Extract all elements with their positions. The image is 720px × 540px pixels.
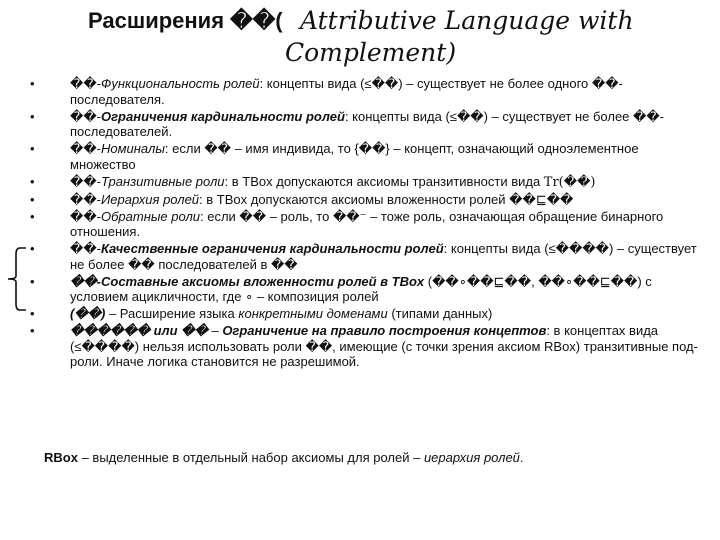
footer-text: – выделенные в отдельный набор аксиомы для ролей – <box>77 450 424 465</box>
brace-bracket-icon <box>6 246 28 312</box>
bullet-dot: • <box>30 208 35 224</box>
bullet-text-part: : в TBox допускаются аксиомы транзитивности вида <box>224 173 544 189</box>
bullet-dot: • <box>30 306 35 321</box>
bullet-dot: • <box>30 191 35 207</box>
bullet-list <box>30 76 702 371</box>
bullet-text-part: ��- <box>70 173 101 189</box>
bullet-text-part: ��- <box>70 141 101 156</box>
bullet-dot: • <box>30 173 35 189</box>
bullet-item <box>30 209 702 240</box>
bullet-item <box>30 306 702 322</box>
bullet-text-part: ��- <box>70 191 101 207</box>
bullet-text-part: : концепты вида (≤��) – существует не более одного ��-последователя. <box>70 76 623 107</box>
bullet-text-part: Tr(��) <box>543 174 596 190</box>
bullet-item <box>30 76 702 107</box>
bullet-text-part: : если �� – роль, то ��⁻ – тоже роль, означающая обращение бинарного отношения. <box>70 208 664 239</box>
bullet-item <box>30 323 702 370</box>
title-italic-line1: Attributive Language with <box>300 6 634 35</box>
bullet-text-part: Номиналы <box>101 141 165 156</box>
footer-italic: иерархия ролей <box>423 450 520 465</box>
bullet-text-part: : в концептах вида (≤����) нельзя использовать роли ��, имеющие (с точки зрения аксиом RBox) транзитивные под-роли. Иначе логика становится не разрешимой. <box>70 323 698 369</box>
title-italic-line2: Complement) <box>285 38 457 67</box>
footer-note <box>44 450 524 466</box>
bullet-text-part: ��- <box>70 76 101 91</box>
bullet-dot: • <box>30 141 35 156</box>
bullet-text-part: Составные аксиомы вложенности ролей в TBox <box>101 273 425 289</box>
slide-title <box>0 4 720 70</box>
bullet-text-part: : если �� – имя индивида, то {��} – концепт, означающий одноэлементное множество <box>70 141 639 172</box>
bullet-text-part: Иерархия ролей <box>101 191 200 207</box>
bullet-text-part: (��) <box>70 306 106 321</box>
bullet-dot: • <box>30 273 35 289</box>
bullet-text-part: : в TBox допускаются аксиомы вложенности ролей ��⊑�� <box>199 191 574 207</box>
bullet-text-part: ������ или �� <box>70 323 208 338</box>
bullet-item <box>30 241 702 272</box>
bullet-dot: • <box>30 108 35 124</box>
bullet-text-part: (типами данных) <box>387 306 493 321</box>
bullet-item <box>30 192 702 208</box>
bullet-dot: • <box>30 241 35 256</box>
bullet-text-part: Ограничения кардинальности ролей <box>101 108 345 124</box>
bullet-item <box>30 109 702 140</box>
bullet-text-part: ��- <box>70 241 101 256</box>
bullet-text-part: – <box>207 323 223 338</box>
bullet-text-part: Качественные ограничения кардинальности ролей <box>101 241 444 256</box>
bullet-text-part: ��- <box>70 108 101 124</box>
bullet-dot: • <box>30 323 35 338</box>
bullet-item <box>30 174 702 191</box>
bullet-item <box>30 274 702 305</box>
title-main: Расширения ��( <box>88 8 283 33</box>
bullet-text-part: ��- <box>70 273 101 289</box>
footer-end: . <box>519 450 524 465</box>
bullet-text-part: ��- <box>70 208 101 224</box>
bullet-text-part: Транзитивные роли <box>101 173 225 189</box>
bullet-text-part: конкретными доменами <box>238 306 388 321</box>
bullet-text-part: Функциональность ролей <box>101 76 260 91</box>
bullet-text-part: – Расширение языка <box>105 306 239 321</box>
footer-bold: RBox <box>44 450 78 465</box>
bullet-text-part: (��∘��⊑��, ��∘��⊑��) с условием ацикличности, где ∘ – композиция ролей <box>70 273 652 304</box>
bullet-item <box>30 141 702 172</box>
bullet-text-part: Ограничение на правило построения концептов <box>222 323 547 338</box>
bullet-text-part: : концепты вида (≤��) – существует не более ��-последователей. <box>70 108 665 139</box>
bullet-text-part: Обратные роли <box>101 208 201 224</box>
bullet-text-part: : концепты вида (≤����) – существует не более �� последователей в �� <box>70 241 697 272</box>
bullet-dot: • <box>30 76 35 91</box>
